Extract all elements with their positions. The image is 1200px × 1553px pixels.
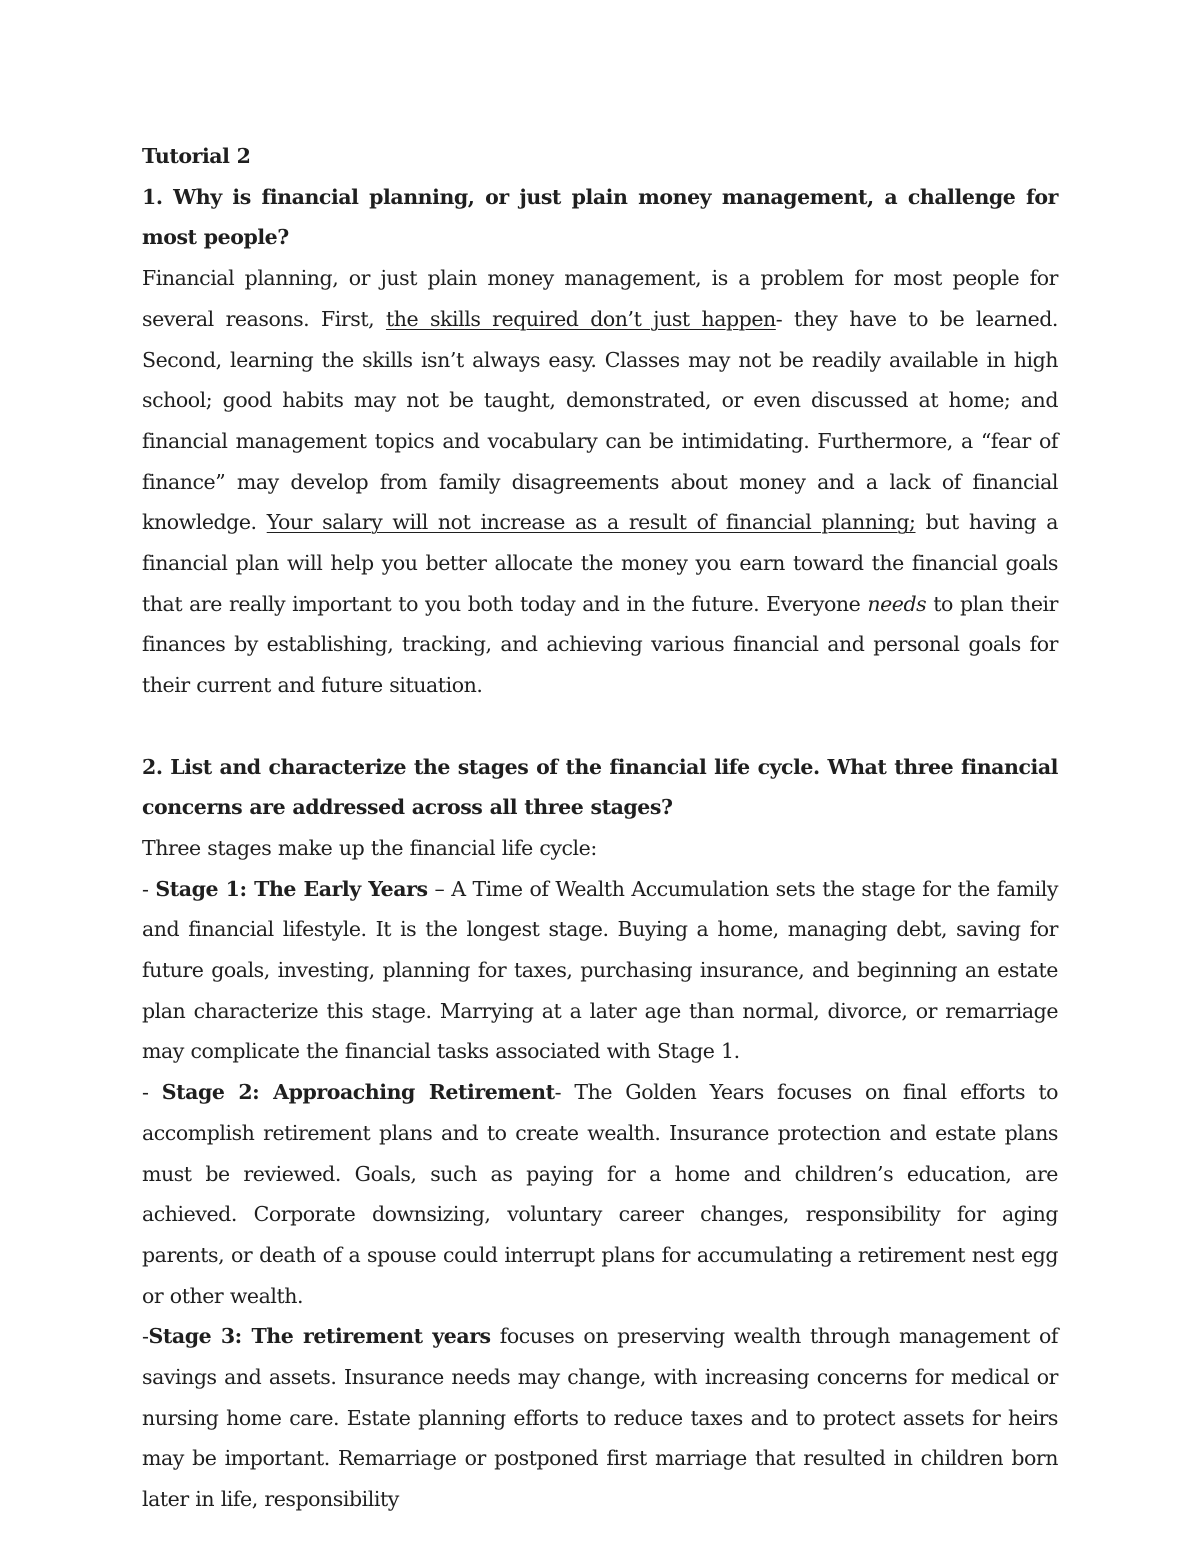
stage-1-prefix: -	[142, 876, 156, 901]
question-1-heading: 1. Why is financial planning, or just plain money management, a challenge for most people?	[142, 184, 1058, 250]
question-1-answer	[142, 258, 1058, 706]
stage-3-text: focuses on preserving wealth through management of savings and assets. Insurance needs may change, with increasing concerns for medical or nursing home care. Estate planning efforts to reduce taxes and to protect assets for heirs may be important. Remarriage or postponed first marriage that resulted in children born later in life, responsibility	[142, 1324, 1058, 1512]
stage-3-paragraph	[142, 1316, 1058, 1520]
answer-1-text-d: to plan their finances by establishing, tracking, and achieving various financial and personal goals for their current and future situation.	[142, 591, 1058, 698]
stage-1-text: – A Time of Wealth Accumulation sets the stage for the family and financial lifestyle. It is the longest stage. Buying a home, managing debt, saving for future goals, investing, planning for taxes, purchasing insurance, and beginning an estate plan characterize this stage. Marrying at a later age than normal, divorce, or remarriage may complicate the financial tasks associated with Stage 1.	[142, 876, 1058, 1064]
question-2-heading: 2. List and characterize the stages of the financial life cycle. What three financial concerns are addressed across all three stages?	[142, 754, 1058, 820]
stage-3-prefix: -	[142, 1324, 149, 1349]
document-page	[142, 136, 1058, 1520]
paragraph-spacer	[142, 706, 1058, 747]
answer-1-text-c: but having a financial plan will help you better allocate the money you earn toward the financial goals that are really important to you both today and in the future. Everyone	[142, 510, 1058, 616]
answer-1-text-a: Financial planning, or just plain money management, is a problem for most people for several reasons. First,	[142, 266, 1058, 331]
document-title: Tutorial 2	[142, 144, 251, 168]
stage-2-paragraph	[142, 1072, 1058, 1316]
question-2-intro: Three stages make up the financial life cycle:	[142, 835, 597, 860]
stage-1-paragraph	[142, 869, 1058, 1073]
answer-1-text-b: - they have to be learned. Second, learning the skills isn’t always easy. Classes may not be readily available in high school; good habits may not be taught, demonstrated, or even discussed at home; and financial management topics and vocabulary can be intimidating. Furthermore, a “fear of finance” may develop from family disagreements about money and a lack of financial knowledge.	[142, 306, 1058, 535]
answer-1-italic-needs: needs	[867, 591, 927, 616]
answer-1-underline-salary: Your salary will not increase as a result of financial planning;	[266, 510, 916, 535]
stage-2-prefix: -	[142, 1080, 162, 1105]
stage-2-text: - The Golden Years focuses on final efforts to accomplish retirement plans and to create wealth. Insurance protection and estate plans must be reviewed. Goals, such as paying for a home and children’s education, are achieved. Corporate downsizing, voluntary career changes, responsibility for aging parents, or death of a spouse could interrupt plans for accumulating a retirement nest egg or other wealth.	[142, 1080, 1059, 1308]
stage-1-label: Stage 1: The Early Years	[155, 876, 428, 901]
stage-2-label: Stage 2: Approaching Retirement	[161, 1080, 555, 1105]
answer-1-underline-skills: the skills required don’t just happen	[385, 306, 776, 331]
stage-3-label: Stage 3: The retirement years	[148, 1324, 491, 1349]
